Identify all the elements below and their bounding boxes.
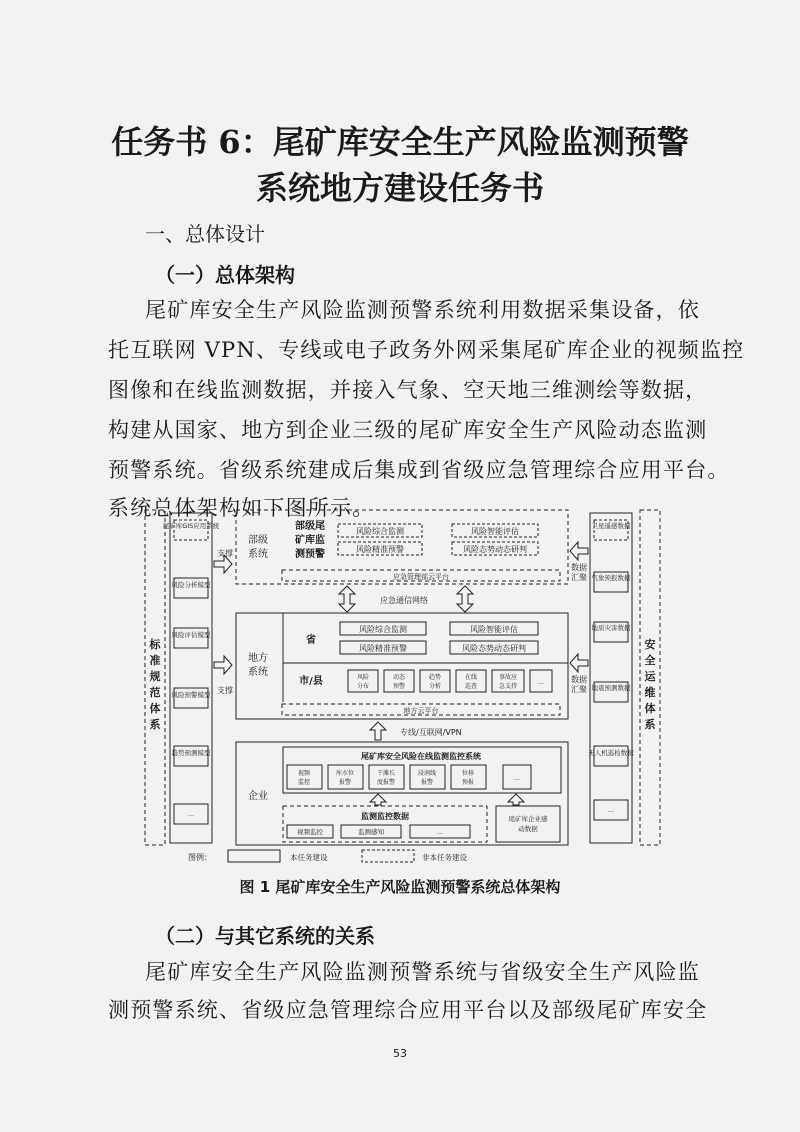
enterprise-module: 视频 (297, 770, 311, 777)
para2-line: 测预警系统、省级应急管理综合应用平台以及部级尾矿库安全 (108, 998, 708, 1022)
enterprise-module: 库水位 (335, 770, 355, 777)
city-module: 趋势 (428, 674, 442, 681)
right-item: 卫星遥感数据 (591, 522, 631, 530)
para1-line: 预警系统。省级系统建成后集成到省级应急管理综合应用平台。 (108, 458, 730, 482)
enterprise-module: 干滩长 (376, 770, 396, 777)
ministry-system-label: 系统 (248, 549, 268, 560)
ops-label-char: 安 (644, 638, 656, 651)
ministry-name: 部级尾 (295, 521, 325, 532)
figure-caption: 图 1 尾矿库安全生产风险监测预警系统总体架构 (239, 878, 561, 896)
section-heading: 一、总体设计 (145, 222, 265, 246)
local-system-label: 地方 (248, 653, 268, 664)
ops-label-char: 运 (644, 670, 656, 683)
city-module: 事故应 (498, 674, 518, 681)
para1-line: 图像和在线监测数据，并接入气象、空天地三维测绘等数据， (108, 378, 708, 402)
network2-label: 专线/互联网/VPN (400, 728, 462, 737)
enterprise-module: 报警 (338, 779, 352, 786)
standards-label-char: 规 (149, 670, 161, 683)
right-item: 气象预报数据 (591, 574, 631, 582)
monitoring-data-item: 视频监控 (297, 828, 323, 836)
para1-line: 系统总体架构如下图所示。 (108, 496, 375, 520)
ministry-module: 风险精准预警 (356, 545, 404, 554)
ministry-name: 矿库监 (295, 535, 325, 546)
ops-label-char: 系 (644, 718, 656, 731)
legend-solid: 本任务建设 (290, 853, 328, 862)
standards-label-char: 准 (149, 654, 161, 667)
legend-prefix: 图例： (188, 853, 212, 862)
left-item: 趋势预测模型 (171, 749, 211, 757)
page-title-line1: 任务书 6：尾矿库安全生产风险监测预警 (111, 123, 689, 161)
city-module: 动态 (392, 674, 406, 681)
para2-line: 尾矿库安全生产风险监测预警系统与省级安全生产风险监 (145, 960, 700, 984)
ministry-cloud: 应急管理部云平台 (393, 573, 449, 581)
standards-label-char: 系 (149, 718, 161, 731)
ops-label-char: 全 (644, 654, 656, 667)
province-module: 风险精准预警 (359, 644, 407, 653)
enterprise-module: 监控 (297, 779, 311, 786)
support-label: 支撑 (217, 549, 233, 558)
enterprise-system-name: 尾矿库安全风险在线监测监控系统 (361, 752, 481, 761)
monitoring-data-box: 监测监控数据 (361, 812, 409, 821)
monitoring-data-item: 监测感知 (358, 828, 384, 836)
province-module: 风险综合监测 (359, 625, 407, 634)
monitoring-data-item: ... (436, 828, 444, 836)
local-cloud: 地方云平台 (403, 707, 439, 715)
left-item: 风险预警模型 (171, 691, 211, 699)
province-module: 风险态势动态研判 (462, 644, 526, 653)
province-label: 省 (306, 635, 316, 646)
sensor-box: 尾矿库企业感 (508, 815, 548, 823)
data-gather-label: 汇聚 (571, 573, 587, 582)
enterprise-module: 浸润线 (417, 770, 437, 777)
subsection-heading-2: （二）与其它系统的关系 (155, 924, 375, 948)
city-module: ... (538, 679, 544, 686)
enterprise-module: 预报 (461, 779, 475, 786)
legend-dashed: 非本任务建设 (422, 853, 467, 862)
page-number: 53 (393, 1047, 407, 1060)
enterprise-label: 企业 (248, 791, 268, 802)
para1-line: 托互联网 VPN、专线或电子政务外网采集尾矿库企业的视频监控 (108, 338, 745, 362)
support-label: 支撑 (217, 686, 233, 695)
left-item: 风险评估模型 (171, 631, 211, 639)
data-gather-label: 数据 (571, 675, 587, 684)
ministry-system-label: 部级 (248, 535, 268, 546)
right-item: ... (607, 806, 615, 814)
local-system-label: 系统 (248, 667, 268, 678)
city-module: 预警 (392, 683, 406, 690)
para1-line: 构建从国家、地方到企业三级的尾矿库安全生产风险动态监测 (108, 418, 708, 442)
ops-label-char: 体 (644, 702, 656, 715)
ministry-module: 风险综合监测 (356, 527, 404, 536)
subsection-heading-1: （一）总体架构 (155, 263, 295, 287)
standards-label-char: 体 (149, 702, 161, 715)
ministry-module: 风险智能评估 (471, 527, 519, 536)
sensor-box: 动数据 (518, 825, 538, 833)
right-item: 无人机巡检数据 (588, 749, 634, 757)
right-item: 地质灾害数据 (591, 624, 631, 632)
city-module: 急支持 (498, 683, 518, 690)
province-module: 风险智能评估 (470, 625, 518, 634)
right-item: 地震预测数据 (591, 684, 631, 692)
city-module: 在线 (464, 674, 478, 681)
enterprise-module: 报警 (420, 779, 434, 786)
page-title-line2: 系统地方建设任务书 (255, 169, 544, 207)
standards-label-char: 标 (149, 638, 161, 651)
ministry-name: 测预警 (295, 549, 325, 560)
enterprise-module: 位移 (461, 770, 475, 777)
city-module: 分布 (356, 683, 370, 690)
ministry-module: 风险态势动态研判 (463, 545, 527, 554)
city-label: 市/县 (299, 676, 323, 687)
city-module: 巡查 (464, 683, 478, 690)
emergency-network-label: 应急通信网络 (380, 596, 428, 605)
standards-label-char: 范 (149, 686, 161, 699)
enterprise-module: 度报警 (376, 779, 396, 786)
data-gather-label: 汇聚 (571, 685, 587, 694)
city-module: 分析 (428, 683, 442, 690)
left-item: 风险分析模型 (171, 581, 211, 589)
left-item: 尾矿库GIS应用系统 (162, 522, 220, 530)
city-module: 风险 (356, 674, 370, 681)
enterprise-module: ... (514, 775, 520, 782)
left-item: ... (187, 810, 195, 818)
ops-label-char: 维 (644, 686, 656, 699)
para1-line: 尾矿库安全生产风险监测预警系统利用数据采集设备，依 (145, 298, 700, 322)
data-gather-label: 数据 (571, 563, 587, 572)
